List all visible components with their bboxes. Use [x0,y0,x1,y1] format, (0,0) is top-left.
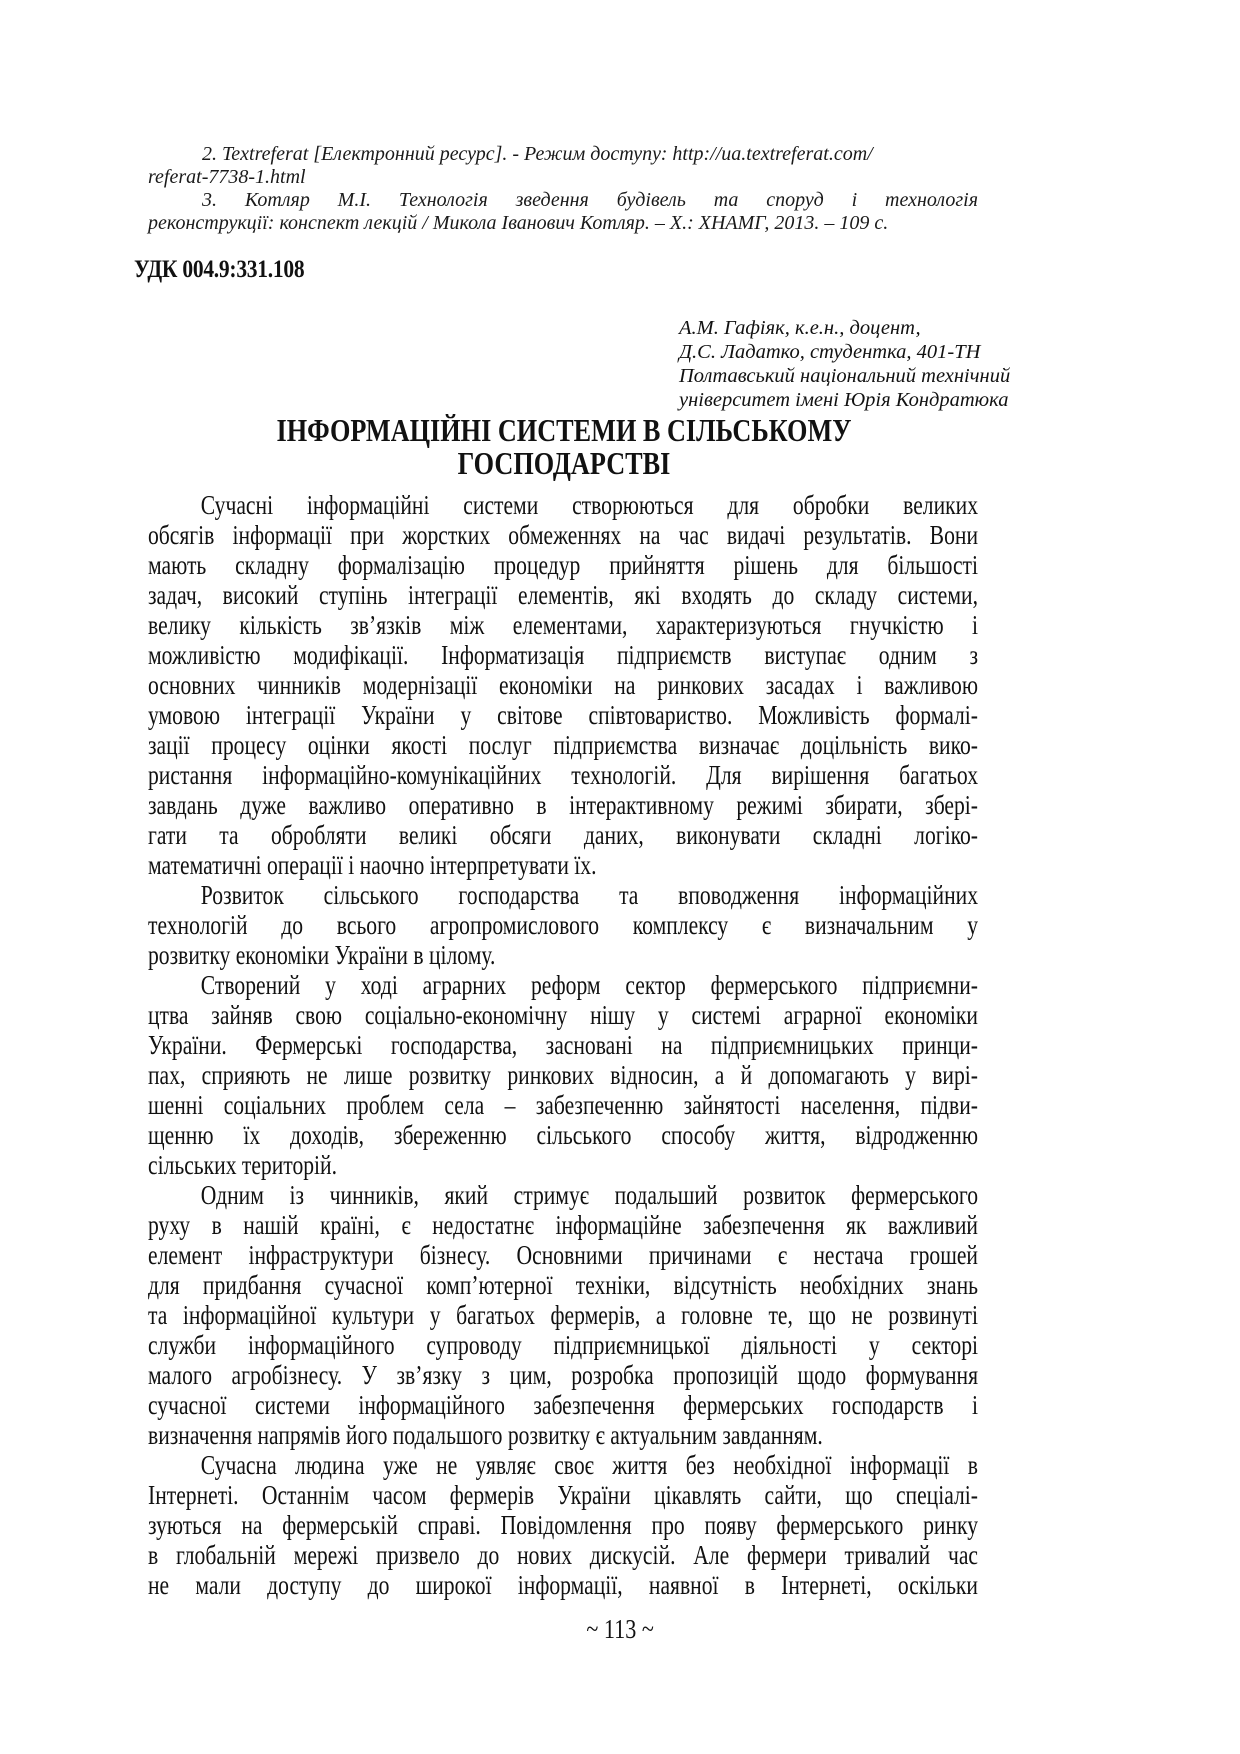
reference-line: 2. Textreferat [Електронний ресурс]. - Режим доступу: http://ua.textreferat.com/ [202,143,873,165]
article-body [148,490,978,1600]
paragraph-line: математичні операції і наочно інтерпретувати їх. [148,850,597,880]
paragraph [148,970,978,1180]
reference-item [148,143,978,166]
paragraph-line: в глобальній мережі призвело до нових дискусій. Але фермери тривалий час [148,1540,978,1570]
reference-line: реконструкції: конспект лекцій / Микола Іванович Котляр. – Х.: ХНАМГ, 2013. – 109 с. [148,212,889,234]
paragraph-line: зації процесу оцінки якості послуг підприємства визначає доцільність вико- [148,730,978,760]
author-line: А.М. Гафіяк, к.е.н., доцент, [679,317,921,339]
title-line: ГОСПОДАРСТВІ [457,445,671,481]
paragraph-line: цтва зайняв свою соціально-економічну нішу у системі аграрної економіки [148,1000,978,1030]
paragraph-line: Сучасна людина уже не уявляє своє життя без необхідної інформації в [200,1450,979,1480]
reference-line: referat-7738-1.html [148,166,306,188]
paragraph-line: не мали доступу до широкої інформації, наявної в Інтернеті, оскільки [148,1570,978,1600]
paragraph [148,490,978,880]
paragraph-line: ристання інформаційно-комунікаційних технологій. Для вирішення багатьох [148,760,978,790]
paragraph-line: сучасної системи інформаційного забезпечення фермерських господарств і [148,1390,978,1420]
affiliation-line: Полтавський національний технічний [679,365,1011,387]
paragraph-line: щенню їх доходів, збереженню сільського способу життя, відродженню [148,1120,978,1150]
paragraph-line: служби інформаційного супроводу підприємницької діяльності у секторі [148,1330,978,1360]
author-line: Д.С. Ладатко, студентка, 401-ТН [679,341,981,363]
paragraph-line: умовою інтеграції України у світове співтовариство. Можливість формалі- [148,700,978,730]
paragraph-line: зуються на фермерській справі. Повідомлення про появу фермерського ринку [148,1510,978,1540]
reference-item [148,189,978,212]
paragraph-line: мають складну формалізацію процедур прийняття рішень для більшості [148,550,978,580]
paragraph-line: завдань дуже важливо оперативно в інтерактивному режимі збирати, збері- [148,790,978,820]
paragraph-line: велику кількість зв’язків між елементами, характеризуються гнучкістю і [148,610,978,640]
paragraph-line: шенні соціальних проблем села – забезпеченню зайнятості населення, підви- [148,1090,978,1120]
udk-code: УДК 004.9:331.108 [134,256,305,283]
paragraph [148,1450,978,1600]
paragraph-line: Створений у ході аграрних реформ сектор фермерського підприємни- [200,970,979,1000]
reference-item-cont [148,166,978,189]
paragraph-line: елемент інфраструктури бізнесу. Основними причинами є нестача грошей [148,1240,978,1270]
reference-item-cont [148,212,978,235]
page-number-text: ~ 113 ~ [586,1614,654,1644]
paragraph-line: Інтернеті. Останнім часом фермерів України цікавлять сайти, що спеціалі- [148,1480,978,1510]
paragraph-line: руху в нашій країні, є недостатнє інформаційне забезпечення як важливий [148,1210,978,1240]
paragraph-line: та інформаційної культури у багатьох фермерів, а головне те, що не розвинуті [148,1300,978,1330]
paragraph-line: гати та обробляти великі обсяги даних, виконувати складні логіко- [148,820,978,850]
reference-list [148,143,978,235]
paragraph-line: Розвиток сільського господарства та вповодження інформаційних [200,880,979,910]
paragraph-line: основних чинників модернізації економіки на ринкових засадах і важливою [148,670,978,700]
paragraph-line: Сучасні інформаційні системи створюються для обробки великих [200,490,979,520]
paragraph-line: обсягів інформації при жорстких обмеженнях на час видачі результатів. Вони [148,520,978,550]
reference-line: 3. Котляр М.І. Технологія зведення будівель та споруд і технологія [202,189,978,211]
paragraph-line: технологій до всього агропромислового комплексу є визначальним у [148,910,978,940]
paragraph-line: можливістю модифікації. Інформатизація підприємств виступає одним з [148,640,978,670]
paragraph-line: розвитку економіки України в цілому. [148,940,496,970]
paragraph-line: пах, сприяють не лише розвитку ринкових відносин, а й допомагають у вирі- [148,1060,978,1090]
paragraph [148,880,978,970]
paragraph-line: сільських територій. [148,1150,338,1180]
paragraph-line: малого агробізнесу. У зв’язку з цим, розробка пропозицій щодо формування [148,1360,978,1390]
paragraph [148,1180,978,1450]
article-title [134,414,994,480]
paragraph-line: задач, високий ступінь інтеграції елементів, які входять до складу системи, [148,580,978,610]
affiliation-line: університет імені Юрія Кондратюка [679,389,1009,411]
page-number [0,1614,1240,1645]
title-line: ІНФОРМАЦІЙНІ СИСТЕМИ В СІЛЬСЬКОМУ [276,412,852,448]
author-block [679,316,1099,412]
paragraph-line: для придбання сучасної комп’ютерної техніки, відсутність необхідних знань [148,1270,978,1300]
paragraph-line: Одним із чинників, який стримує подальший розвиток фермерського [200,1180,979,1210]
paragraph-line: визначення напрямів його подальшого розвитку є актуальним завданням. [148,1420,823,1450]
paragraph-line: України. Фермерські господарства, засновані на підприємницьких принци- [148,1030,978,1060]
